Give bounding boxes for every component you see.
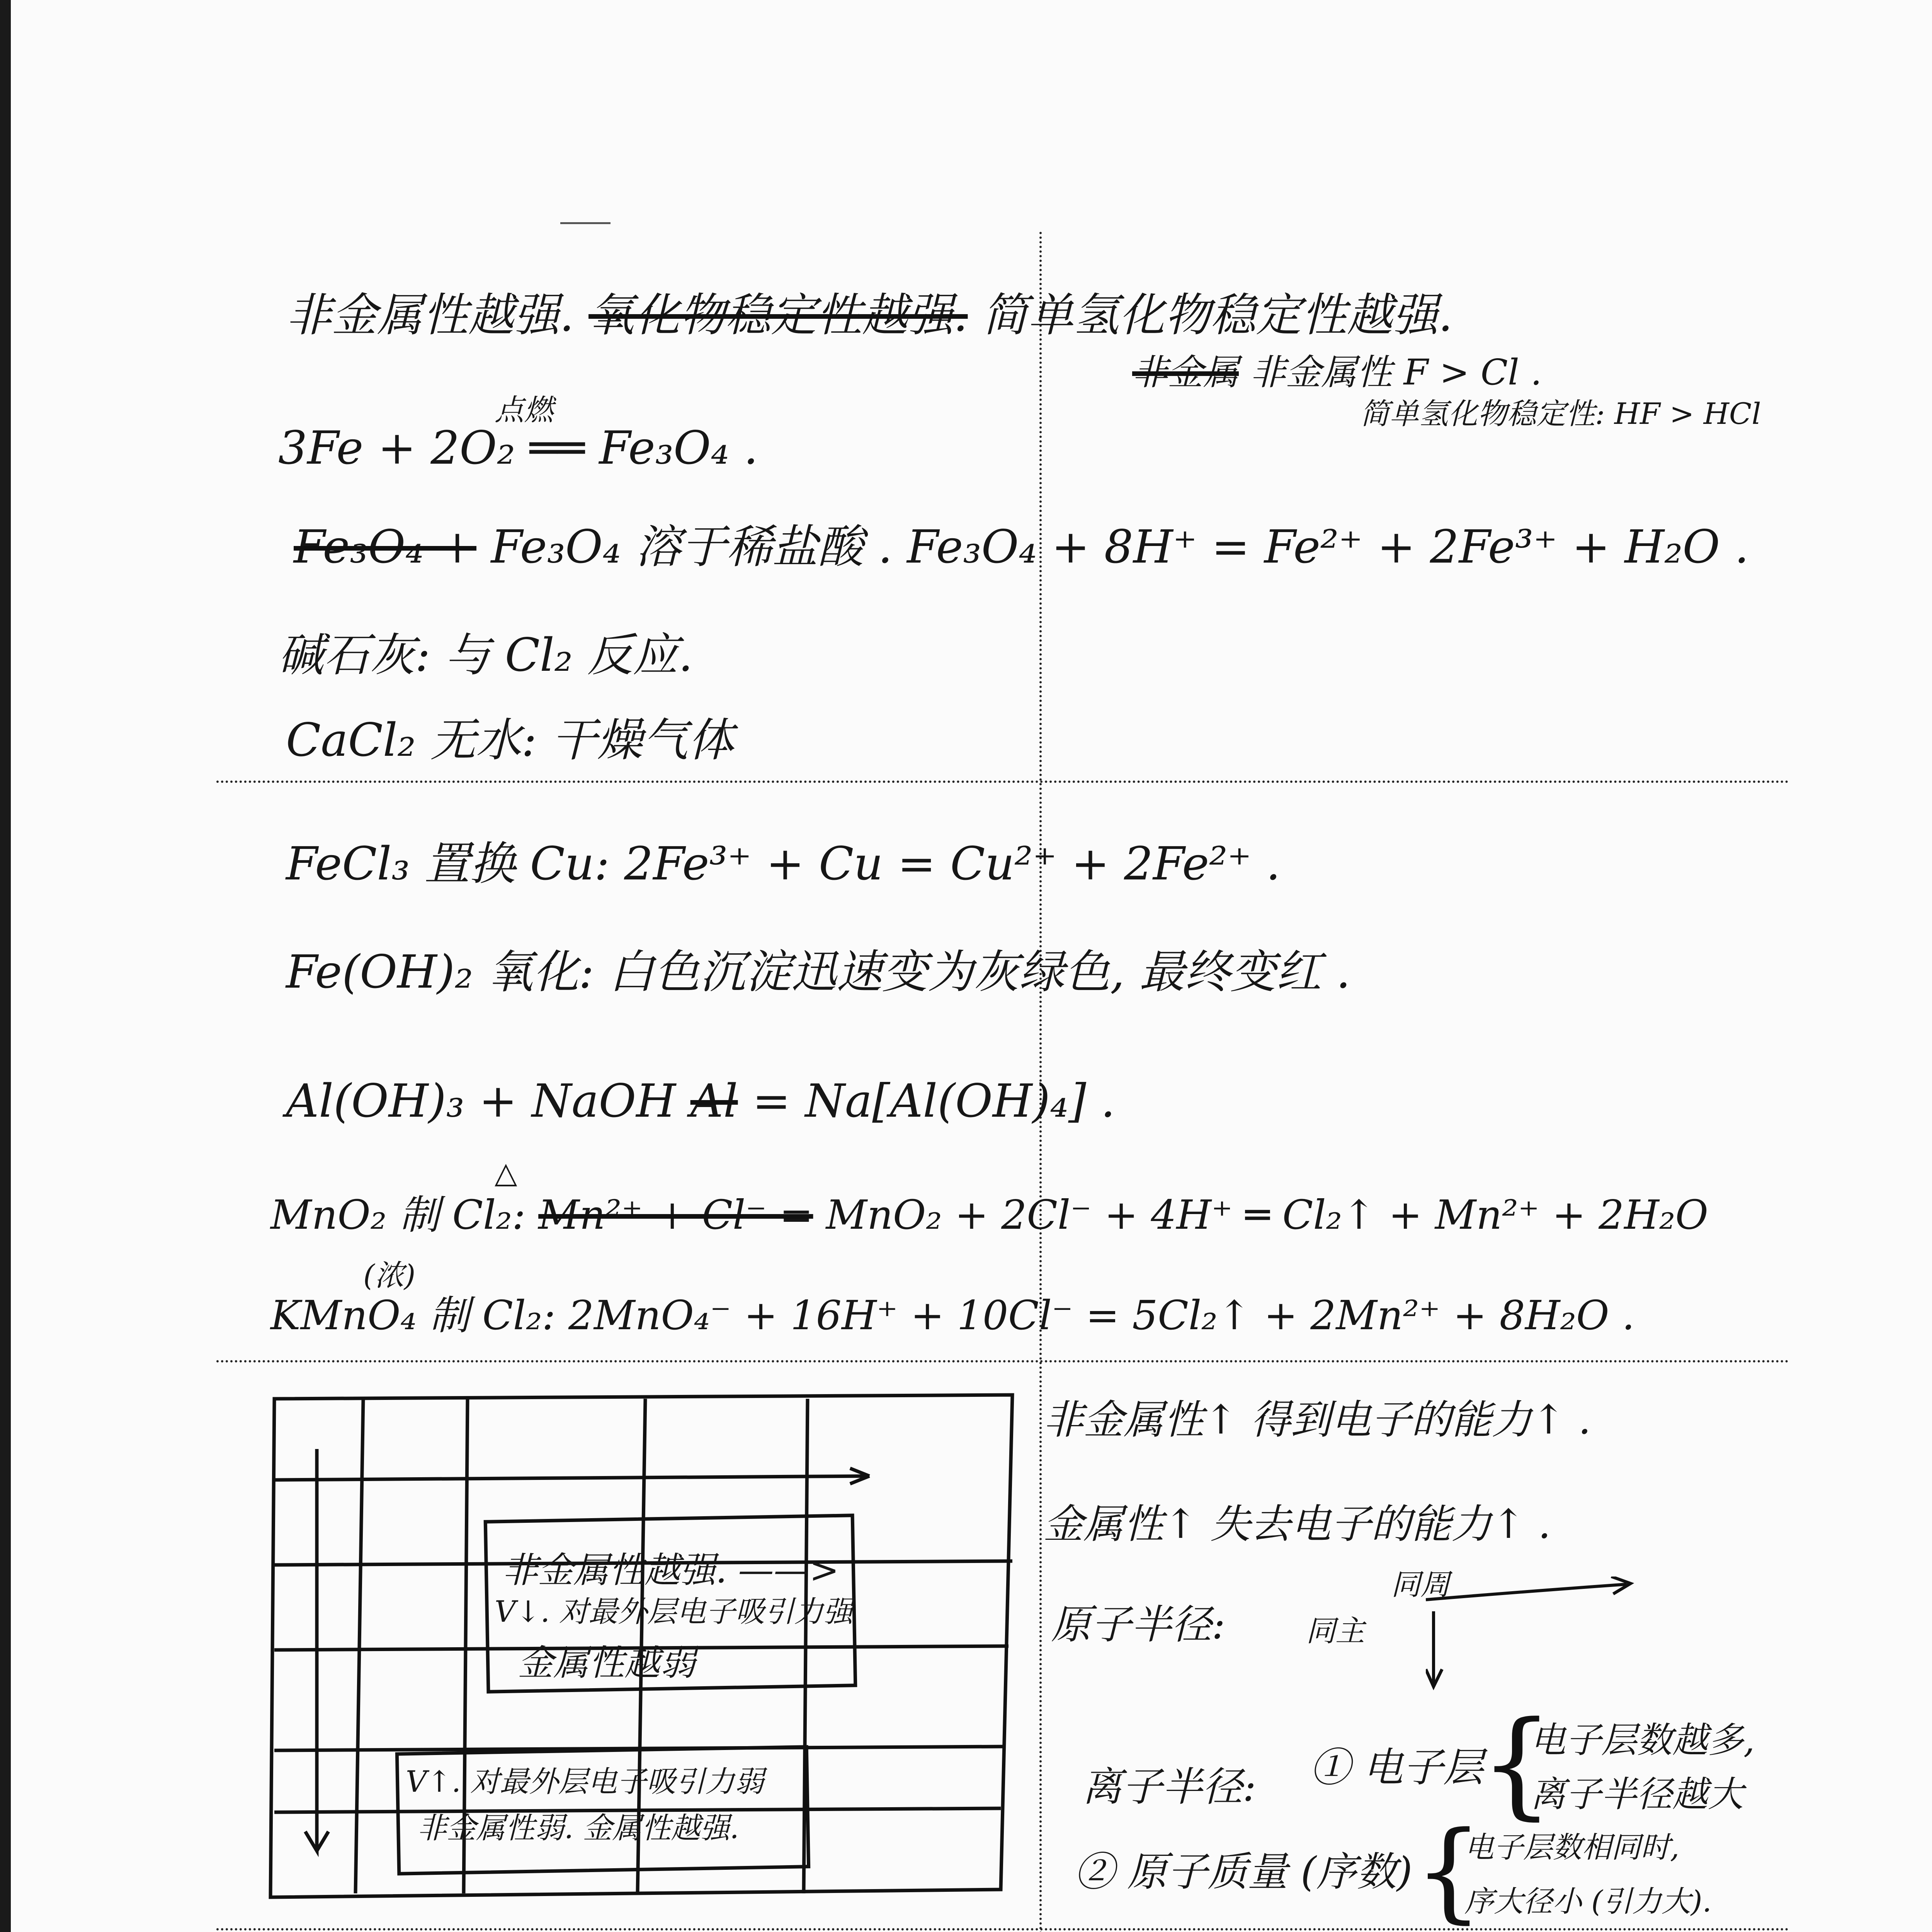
atomic-radius-label: 原子半径: xyxy=(1051,1601,1226,1648)
nonmetal-electron-gain: 非金属性↑ 得到电子的能力↑ . xyxy=(1043,1396,1591,1443)
electron-shell-factor: ① 电子层 xyxy=(1310,1744,1484,1791)
sketch-label-metal-weaker: 金属性越弱 xyxy=(518,1642,696,1684)
struck-text: 非金属 xyxy=(1132,352,1239,393)
sketch-label-attraction-weak: V↑. 对最外层电子吸引力弱 xyxy=(406,1764,764,1799)
metal-electron-loss: 金属性↑ 失去电子的能力↑ . xyxy=(1043,1500,1551,1548)
higher-number-smaller-note: 序大径小 (引力大). xyxy=(1464,1884,1712,1918)
concentrated-note: (浓) xyxy=(363,1258,416,1293)
struck-text: 氧化物稳定性越强. xyxy=(588,288,968,342)
more-shells-note: 电子层数越多, xyxy=(1530,1719,1755,1761)
mno2-label: MnO₂ 制 Cl₂: xyxy=(270,1191,526,1238)
hf-hcl-note: 简单氢化物稳定性: HF > HCl xyxy=(1360,396,1761,431)
scan-edge-left xyxy=(0,0,11,1932)
fe-combustion-equation: 3Fe + 2O₂ ══ Fe₃O₄ . xyxy=(278,421,759,474)
cacl2-note: CaCl₂ 无水: 干燥气体 xyxy=(286,713,734,767)
struck-text: Al xyxy=(690,1074,738,1128)
mno2-equation xyxy=(270,1182,1708,1240)
same-period-label: 同周 xyxy=(1391,1567,1450,1602)
fecl3-equation: FeCl₃ 置换 Cu: 2Fe³⁺ + Cu = Cu²⁺ + 2Fe²⁺ . xyxy=(286,837,1281,890)
sec1-line2 xyxy=(1132,344,1542,395)
aloh3-product: = Na[Al(OH)₄] . xyxy=(752,1074,1116,1128)
ionic-radius-label: 离子半径: xyxy=(1082,1763,1257,1810)
sec1-line4 xyxy=(294,510,1749,576)
periodic-trend-sketch xyxy=(267,1387,1020,1905)
sketch-label-attraction-strong: V↓. 对最外层电子吸引力强 xyxy=(495,1594,853,1629)
feoh2-oxidation-note: Fe(OH)₂ 氧化: 白色沉淀迅速变为灰绿色, 最终变红 . xyxy=(286,945,1351,998)
mno2-reaction: MnO₂ + 2Cl⁻ + 4H⁺ ═ Cl₂↑ + Mn²⁺ + 2H₂O xyxy=(826,1191,1708,1238)
fe3o4-statement: Fe₃O₄ 溶于稀盐酸 . xyxy=(491,520,893,573)
aloh3-equation xyxy=(286,1074,1115,1128)
sketch-label-metal-stronger: 非金属性弱. 金属性越强. xyxy=(417,1811,739,1845)
same-shell-note: 电子层数相同时, xyxy=(1464,1830,1680,1864)
larger-radius-note: 离子半径越大 xyxy=(1530,1774,1744,1815)
radius-arrows xyxy=(1426,1577,1642,1700)
divider-3 xyxy=(216,1928,1789,1930)
nonmetal-statement: 非金属性越强. xyxy=(286,288,574,342)
brace-icon: { xyxy=(1414,1808,1483,1932)
top-rule xyxy=(560,222,611,224)
same-group-label: 同主 xyxy=(1306,1614,1365,1648)
soda-lime-note: 碱石灰: 与 Cl₂ 反应. xyxy=(278,628,693,682)
hydride-statement: 简单氢化物稳定性越强. xyxy=(982,288,1453,342)
heat-symbol: △ xyxy=(495,1155,517,1190)
divider-2 xyxy=(216,1360,1789,1362)
sec1-line1 xyxy=(286,278,1453,344)
struck-text: Mn²⁺ + Cl⁻ = xyxy=(538,1191,813,1238)
atomic-number-factor: ② 原子质量 (序数) xyxy=(1074,1848,1413,1895)
divider-1 xyxy=(216,781,1789,783)
kmno4-equation: KMnO₄ 制 Cl₂: 2MnO₄⁻ + 16H⁺ + 10Cl⁻ = 5Cl₂↑ + 2Mn²⁺ + 8H₂O . xyxy=(270,1292,1635,1339)
sketch-label-nonmetal-stronger: 非金属性越强. ——> xyxy=(502,1549,839,1591)
condition-label: 点燃 xyxy=(495,393,553,427)
fe3o4-equation: Fe₃O₄ + 8H⁺ = Fe²⁺ + 2Fe³⁺ + H₂O . xyxy=(907,520,1749,573)
struck-text: Fe₃O₄ + xyxy=(294,520,476,573)
f-cl-compare: 非金属性 F > Cl . xyxy=(1250,352,1542,393)
aloh3-reactants: Al(OH)₃ + NaOH xyxy=(286,1074,676,1128)
brace-icon: { xyxy=(1480,1696,1554,1831)
